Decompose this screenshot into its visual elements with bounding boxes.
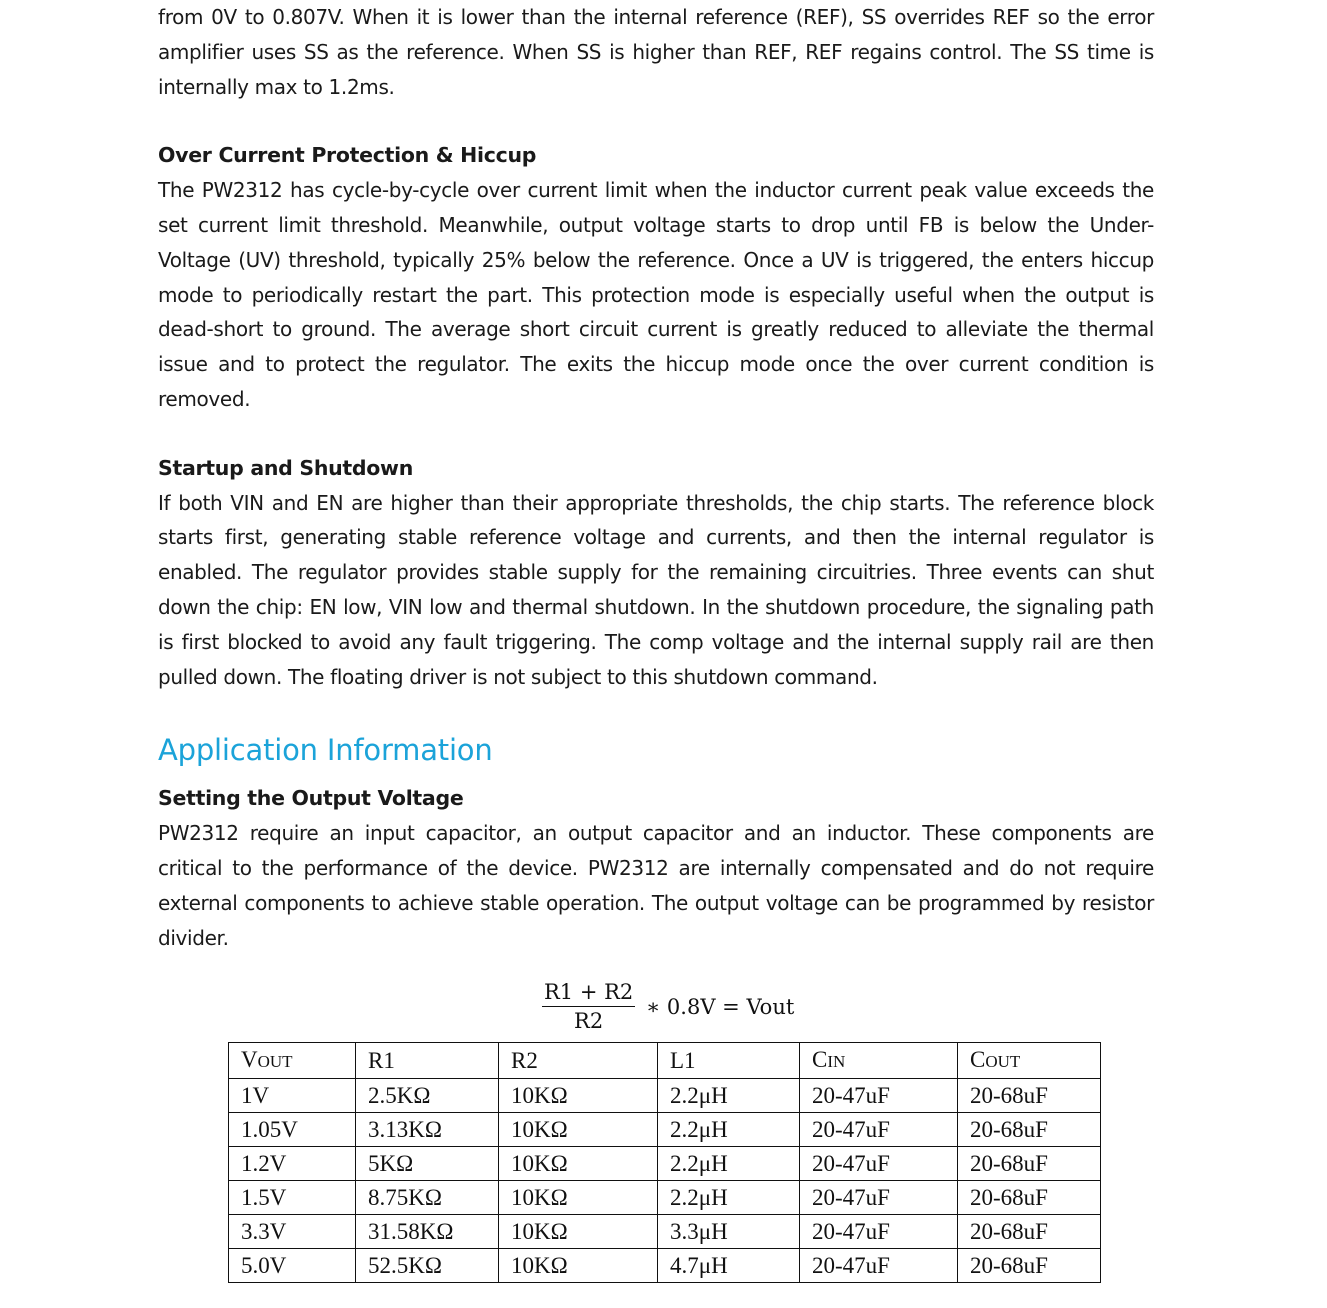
cell-vout: 5.0V (229, 1249, 356, 1283)
cell-vout: 1.2V (229, 1147, 356, 1181)
document-page (158, 0, 1154, 955)
cell-r2: 10KΩ (499, 1147, 658, 1181)
cell-l1: 2.2μH (658, 1113, 800, 1147)
header-r2: R2 (499, 1043, 658, 1079)
startup-paragraph: If both VIN and EN are higher than their appropriate thresholds, the chip starts. The reference block starts first, generating stable reference voltage and currents, and then the internal regulator is enabled. The regulator provides stable supply for the remaining circuitries. Three events can shut down the chip: EN low, VIN low and thermal shutdown. In the shutdown procedure, the signaling path is first blocked to avoid any fault triggering. The comp voltage and the internal supply rail are then pulled down. The floating driver is not subject to this shutdown command. (158, 490, 1154, 689)
table-row (229, 1181, 1101, 1215)
cell-cin: 20-47uF (800, 1147, 958, 1181)
cell-cout: 20-68uF (958, 1249, 1101, 1283)
ocp-heading: Over Current Protection & Hiccup (158, 143, 537, 168)
cell-l1: 2.2μH (658, 1181, 800, 1215)
table-row (229, 1215, 1101, 1249)
cell-cin: 20-47uF (800, 1215, 958, 1249)
cell-cout: 20-68uF (958, 1147, 1101, 1181)
cell-r2: 10KΩ (499, 1181, 658, 1215)
cell-cin: 20-47uF (800, 1249, 958, 1283)
cell-r2: 10KΩ (499, 1113, 658, 1147)
cell-cin: 20-47uF (800, 1113, 958, 1147)
cell-r2: 10KΩ (499, 1249, 658, 1283)
header-cout: COUT (958, 1043, 1101, 1079)
cell-cout: 20-68uF (958, 1181, 1101, 1215)
cell-l1: 2.2μH (658, 1079, 800, 1113)
equation-numerator: R1 + R2 (542, 980, 635, 1007)
table-row (229, 1249, 1101, 1283)
table-row (229, 1113, 1101, 1147)
equation-fraction (542, 980, 635, 1033)
output-voltage-paragraph: PW2312 require an input capacitor, an output capacitor and an inductor. These components are critical to the performance of the device. PW2312 are internally compensated and do not require external components to achieve stable operation. The output voltage can be programmed by resistor divider. (158, 821, 1154, 950)
cell-cout: 20-68uF (958, 1215, 1101, 1249)
header-vout: VOUT (229, 1043, 356, 1079)
equation-rest: ∗ 0.8V = Vout (645, 994, 795, 1019)
startup-heading: Startup and Shutdown (158, 455, 413, 480)
cell-cin: 20-47uF (800, 1181, 958, 1215)
table-header-row (229, 1043, 1101, 1079)
cell-cout: 20-68uF (958, 1079, 1101, 1113)
table-row (229, 1147, 1101, 1181)
output-voltage-heading: Setting the Output Voltage (158, 786, 464, 811)
cell-l1: 3.3μH (658, 1215, 800, 1249)
cell-r1: 2.5KΩ (356, 1079, 499, 1113)
equation-denominator: R2 (574, 1009, 604, 1033)
cell-l1: 4.7μH (658, 1249, 800, 1283)
output-voltage-equation (542, 980, 794, 1033)
cell-vout: 1V (229, 1079, 356, 1113)
application-section-heading: Application Information (158, 733, 493, 768)
cell-r1: 31.58KΩ (356, 1215, 499, 1249)
cell-l1: 2.2μH (658, 1147, 800, 1181)
cell-r2: 10KΩ (499, 1079, 658, 1113)
ocp-paragraph: The PW2312 has cycle-by-cycle over current limit when the inductor current peak value exceeds the set current limit threshold. Meanwhile, output voltage starts to drop until FB is below the Under-Voltage (UV) threshold, typically 25% below the reference. Once a UV is triggered, the enters hiccup mode to periodically restart the part. This protection mode is especially useful when the output is dead-short to ground. The average short circuit current is greatly reduced to alleviate the thermal issue and to protect the regulator. The exits the hiccup mode once the over current condition is removed. (158, 178, 1154, 411)
cell-r1: 5KΩ (356, 1147, 499, 1181)
cell-r2: 10KΩ (499, 1215, 658, 1249)
component-table (228, 1042, 1101, 1283)
cell-cin: 20-47uF (800, 1079, 958, 1113)
soft-start-paragraph: from 0V to 0.807V. When it is lower than the internal reference (REF), SS overrides REF so the error amplifier uses SS as the reference. When SS is higher than REF, REF regains control. The SS time is internally max to 1.2ms. (158, 5, 1154, 99)
header-l1: L1 (658, 1043, 800, 1079)
cell-vout: 3.3V (229, 1215, 356, 1249)
cell-vout: 1.05V (229, 1113, 356, 1147)
cell-r1: 52.5KΩ (356, 1249, 499, 1283)
table-row (229, 1079, 1101, 1113)
cell-vout: 1.5V (229, 1181, 356, 1215)
cell-r1: 3.13KΩ (356, 1113, 499, 1147)
header-cin: CIN (800, 1043, 958, 1079)
cell-cout: 20-68uF (958, 1113, 1101, 1147)
header-r1: R1 (356, 1043, 499, 1079)
cell-r1: 8.75KΩ (356, 1181, 499, 1215)
